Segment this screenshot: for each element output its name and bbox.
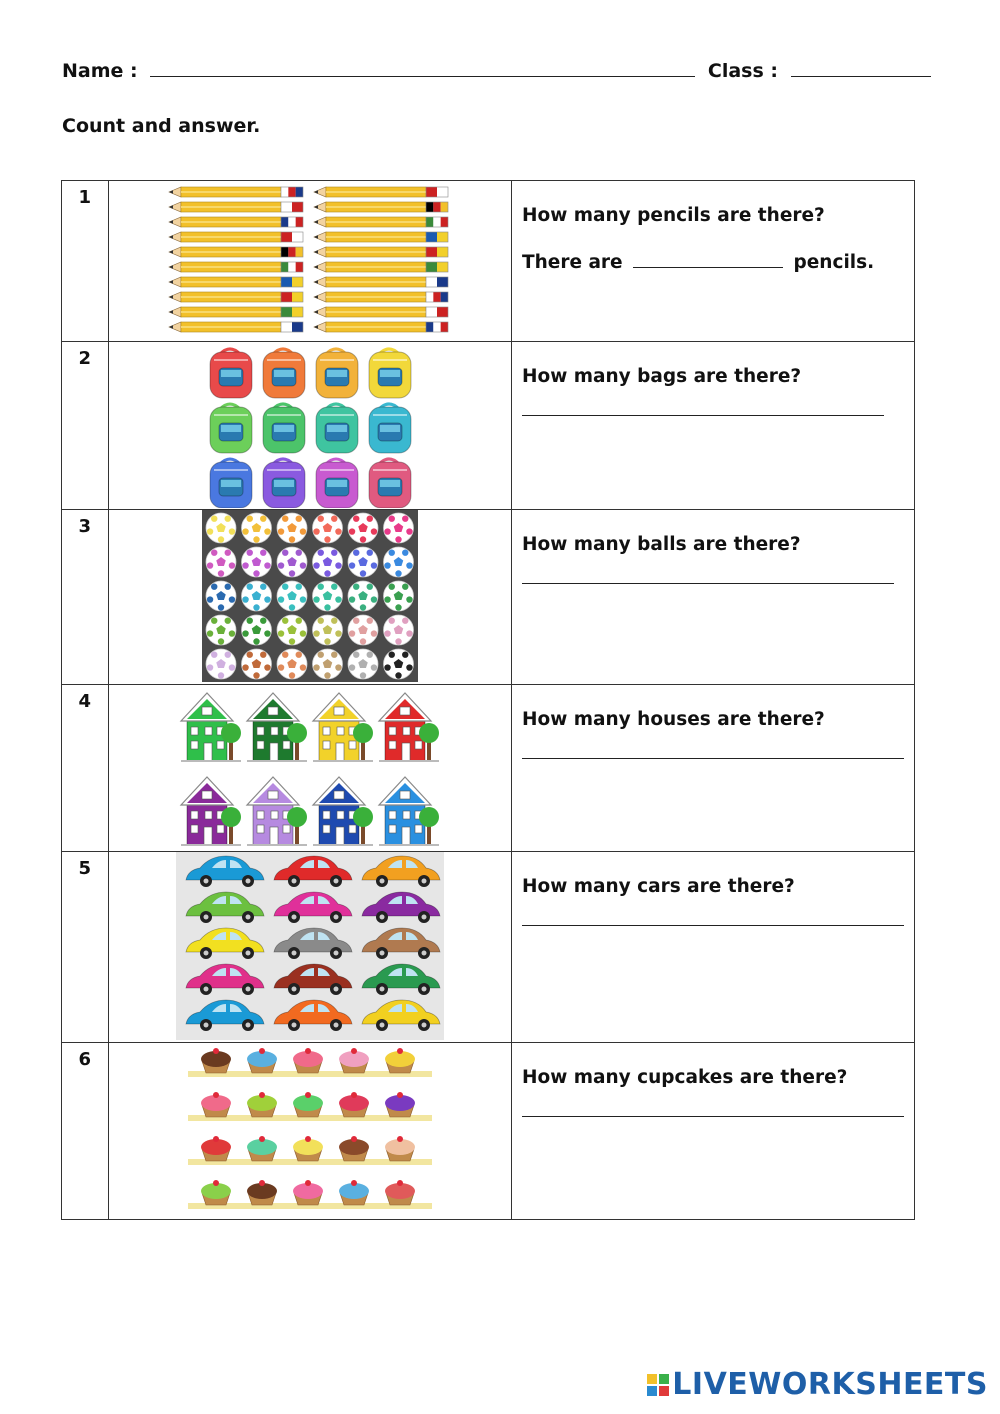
house-mark: [181, 777, 241, 845]
houses-image: [175, 685, 445, 847]
answer-suffix: pencils.: [793, 252, 875, 273]
ball-mark: [383, 615, 413, 645]
cupcake-mark: [293, 1092, 323, 1117]
cupcake-mark: [247, 1048, 277, 1073]
ball-mark: [383, 649, 413, 679]
ball-mark: [277, 615, 307, 645]
ball-mark: [206, 513, 236, 543]
pencil-mark: [169, 217, 303, 227]
cupcake-mark: [293, 1136, 323, 1161]
ball-mark: [312, 649, 342, 679]
cupcake-mark: [247, 1092, 277, 1117]
backpack-mark: [210, 404, 252, 453]
backpack-mark: [263, 404, 305, 453]
house-mark: [247, 777, 307, 845]
pencil-mark: [314, 232, 448, 242]
ball-mark: [383, 547, 413, 577]
pencil-mark: [314, 262, 448, 272]
backpack-mark: [369, 349, 411, 398]
question-number: 4: [62, 685, 109, 852]
ball-mark: [241, 581, 271, 611]
cupcake-mark: [293, 1048, 323, 1073]
ball-mark: [348, 547, 378, 577]
ball-mark: [348, 649, 378, 679]
ball-mark: [383, 581, 413, 611]
cupcake-mark: [385, 1180, 415, 1205]
pencil-mark: [314, 187, 448, 197]
soccer-balls-image: [202, 510, 418, 682]
question-number: 3: [62, 510, 109, 685]
question-text: How many balls are there?: [522, 534, 801, 555]
backpack-mark: [210, 349, 252, 398]
backpack-mark: [369, 459, 411, 508]
ball-mark: [277, 581, 307, 611]
pencil-mark: [314, 277, 448, 287]
cars-picture: [108, 852, 511, 1043]
cupcakes-picture: [108, 1043, 511, 1220]
cupcake-mark: [339, 1048, 369, 1073]
backpacks-image: [200, 342, 420, 508]
class-field[interactable]: [791, 62, 931, 77]
cupcake-mark: [201, 1136, 231, 1161]
ball-mark: [241, 615, 271, 645]
house-mark: [181, 693, 241, 761]
question-number: 2: [62, 342, 109, 510]
pencil-mark: [314, 247, 448, 257]
ball-mark: [206, 615, 236, 645]
question-row-6: [62, 1043, 915, 1220]
ball-mark: [348, 581, 378, 611]
ball-mark: [241, 547, 271, 577]
answer-line[interactable]: [522, 415, 884, 416]
ball-mark: [383, 513, 413, 543]
backpack-mark: [316, 459, 358, 508]
pencils-picture: [108, 181, 511, 342]
pencil-mark: [314, 322, 448, 332]
ball-mark: [277, 513, 307, 543]
question-text: How many cars are there?: [522, 876, 795, 897]
question-text: How many bags are there?: [522, 366, 802, 387]
house-mark: [247, 693, 307, 761]
pencil-mark: [169, 247, 303, 257]
ball-mark: [206, 649, 236, 679]
question-row-1: [62, 181, 915, 342]
logo-text: LIVEWORKSHEETS: [672, 1367, 988, 1402]
pencil-mark: [169, 292, 303, 302]
backpack-mark: [316, 349, 358, 398]
class-label: Class :: [707, 60, 778, 82]
question-text: How many pencils are there?: [522, 205, 825, 226]
backpack-mark: [369, 404, 411, 453]
ball-mark: [206, 547, 236, 577]
question-text: How many houses are there?: [522, 709, 825, 730]
cupcake-mark: [339, 1136, 369, 1161]
question-number: 6: [62, 1043, 109, 1220]
cars-image: [176, 852, 444, 1040]
backpack-mark: [263, 349, 305, 398]
question-number: 1: [62, 181, 109, 342]
cupcake-mark: [201, 1048, 231, 1073]
ball-mark: [241, 649, 271, 679]
cupcake-mark: [385, 1136, 415, 1161]
pencil-mark: [169, 322, 303, 332]
answer-blank[interactable]: [633, 253, 783, 268]
cupcake-mark: [247, 1180, 277, 1205]
house-mark: [313, 777, 373, 845]
house-mark: [379, 693, 439, 761]
question-number: 5: [62, 852, 109, 1043]
answer-prefix: There are: [522, 252, 623, 273]
answer-line[interactable]: [522, 1116, 904, 1117]
question-row-4: [62, 685, 915, 852]
ball-mark: [277, 547, 307, 577]
pencil-mark: [169, 262, 303, 272]
question-row-5: [62, 852, 915, 1043]
houses-picture: [108, 685, 511, 852]
pencil-mark: [169, 277, 303, 287]
instruction: Count and answer.: [62, 115, 261, 137]
cupcake-mark: [339, 1092, 369, 1117]
answer-line[interactable]: [522, 583, 894, 584]
house-mark: [313, 693, 373, 761]
question-row-2: [62, 342, 915, 510]
name-field[interactable]: [150, 62, 695, 77]
pencils-image: [165, 181, 455, 339]
pencil-mark: [314, 307, 448, 317]
ball-mark: [312, 615, 342, 645]
pencil-mark: [314, 217, 448, 227]
ball-mark: [348, 513, 378, 543]
cupcakes-image: [188, 1043, 432, 1217]
ball-mark: [206, 581, 236, 611]
liveworksheets-logo: [647, 1367, 988, 1402]
ball-mark: [277, 649, 307, 679]
question-text: How many cupcakes are there?: [522, 1067, 848, 1088]
bags-picture: [108, 342, 511, 510]
backpack-mark: [263, 459, 305, 508]
pencil-mark: [169, 307, 303, 317]
logo-icon: [647, 1374, 669, 1396]
ball-mark: [348, 615, 378, 645]
answer-line[interactable]: [522, 758, 904, 759]
ball-mark: [312, 513, 342, 543]
pencil-mark: [169, 202, 303, 212]
cupcake-mark: [201, 1180, 231, 1205]
cupcake-mark: [293, 1180, 323, 1205]
name-label: Name :: [62, 60, 138, 82]
house-mark: [379, 777, 439, 845]
cupcake-mark: [385, 1048, 415, 1073]
backpack-mark: [210, 459, 252, 508]
question-row-3: [62, 510, 915, 685]
pencil-mark: [314, 202, 448, 212]
backpack-mark: [316, 404, 358, 453]
cupcake-mark: [247, 1136, 277, 1161]
ball-mark: [241, 513, 271, 543]
answer-sentence: [522, 252, 904, 273]
student-header: [62, 60, 931, 82]
cupcake-mark: [385, 1092, 415, 1117]
pencil-mark: [169, 232, 303, 242]
balls-picture: [108, 510, 511, 685]
cupcake-mark: [201, 1092, 231, 1117]
ball-mark: [312, 547, 342, 577]
worksheet-table: [61, 180, 915, 1220]
cupcake-mark: [339, 1180, 369, 1205]
ball-mark: [312, 581, 342, 611]
answer-line[interactable]: [522, 925, 904, 926]
pencil-mark: [169, 187, 303, 197]
pencil-mark: [314, 292, 448, 302]
